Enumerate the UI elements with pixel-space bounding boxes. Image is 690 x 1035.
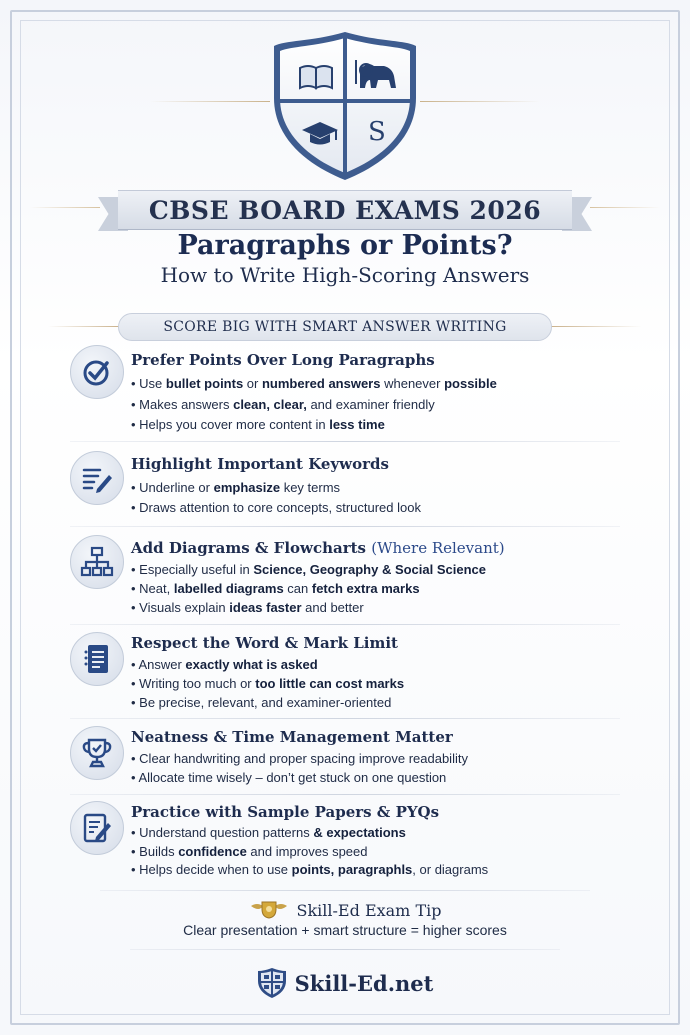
tagline-text: SCORE BIG WITH SMART ANSWER WRITING xyxy=(163,319,507,335)
section-5-bullet-1: • Clear handwriting and proper spacing improve readability xyxy=(131,751,468,766)
section-6-bullet-2: • Builds confidence and improves speed xyxy=(131,844,368,859)
section-title-5: Neatness & Time Management Matter xyxy=(131,728,453,746)
section-3-bullet-3: • Visuals explain ideas faster and better xyxy=(131,600,364,615)
section-divider xyxy=(100,890,590,891)
section-4-bullet-2: • Writing too much or too little can cost marks xyxy=(131,676,405,691)
section-divider xyxy=(70,718,620,719)
tip-divider xyxy=(130,949,560,950)
section-2-bullet-2: • Draws attention to core concepts, structured look xyxy=(131,500,421,515)
crest-right-line xyxy=(420,101,540,102)
emphasis-text: possible xyxy=(444,376,497,391)
tip-title: Skill-Ed Exam Tip xyxy=(296,900,442,920)
document-list-icon xyxy=(80,642,114,676)
emphasis-text: too little can cost marks xyxy=(255,676,405,691)
tip-text: Clear presentation + smart structure = higher scores xyxy=(183,922,507,938)
banner-left-line xyxy=(30,207,100,208)
section-3-bullet-2: • Neat, labelled diagrams can fetch extra marks xyxy=(131,581,420,596)
tagline-pill xyxy=(118,313,552,341)
section-divider xyxy=(70,526,620,527)
book-icon xyxy=(300,66,332,88)
section-title-1: Prefer Points Over Long Paragraphs xyxy=(131,351,435,369)
section-divider xyxy=(70,624,620,625)
flowchart-icon xyxy=(80,545,114,579)
section-5-bullet-2: • Allocate time wisely – don’t get stuck on one question xyxy=(131,770,447,785)
emphasis-text: labelled diagrams xyxy=(173,581,284,596)
section-title-3-main: Add Diagrams & Flowcharts xyxy=(131,539,366,557)
section-1-bullet-1: • Use bullet points or numbered answers whenever possible xyxy=(131,376,497,391)
emphasis-text: ideas faster xyxy=(229,600,302,615)
title-banner xyxy=(118,190,572,230)
section-1-bullet-2: • Makes answers clean, clear, and examiner friendly xyxy=(131,397,435,412)
footer-brand xyxy=(0,967,690,999)
emphasis-text: clean, clear, xyxy=(233,397,307,412)
tagline-left-line xyxy=(48,326,120,327)
section-icon-6 xyxy=(70,801,124,855)
banner-text: CBSE BOARD EXAMS 2026 xyxy=(148,195,542,225)
trophy-icon xyxy=(80,736,114,770)
list-pen-icon xyxy=(80,461,114,495)
section-title-3-sub: (Where Relevant) xyxy=(371,539,505,557)
page-title: Paragraphs or Points? xyxy=(177,230,513,261)
emphasis-text: points, paragraphls xyxy=(291,862,413,877)
section-icon-2 xyxy=(70,451,124,505)
section-icon-3 xyxy=(70,535,124,589)
section-icon-4 xyxy=(70,632,124,686)
paper-pen-icon xyxy=(80,811,114,845)
emphasis-text: confidence xyxy=(178,844,247,859)
section-title-6: Practice with Sample Papers & PYQs xyxy=(131,803,440,821)
section-6-bullet-1: • Understand question patterns & expectations xyxy=(131,825,406,840)
emphasis-text: fetch extra marks xyxy=(311,581,420,596)
crest-left-line xyxy=(150,101,270,102)
check-edit-icon xyxy=(80,355,114,389)
tagline-right-line xyxy=(550,326,642,327)
laurel-badge-icon xyxy=(249,900,289,920)
skill-ed-logo-icon xyxy=(257,967,287,999)
section-4-bullet-3: • Be precise, relevant, and examiner-oriented xyxy=(131,695,392,710)
emphasis-text: Science, Geography & Social Science xyxy=(253,562,486,577)
section-4-bullet-1: • Answer exactly what is asked xyxy=(131,657,318,672)
section-title-4: Respect the Word & Mark Limit xyxy=(131,634,398,652)
tip-heading xyxy=(0,900,690,920)
section-divider xyxy=(70,441,620,442)
shield-icon xyxy=(270,28,420,183)
section-icon-1 xyxy=(70,345,124,399)
shield-crest xyxy=(270,28,420,183)
page-subtitle: How to Write High-Scoring Answers xyxy=(160,263,530,287)
section-3-bullet-1: • Especially useful in Science, Geography & Social Science xyxy=(131,562,486,577)
emphasis-text: numbered answers xyxy=(261,376,381,391)
emphasis-text: exactly what is asked xyxy=(185,657,318,672)
section-1-bullet-3: • Helps you cover more content in less time xyxy=(131,417,385,432)
crest-letter: S xyxy=(368,117,386,147)
banner-right-line xyxy=(590,207,660,208)
section-title-3 xyxy=(131,539,505,557)
section-icon-5 xyxy=(70,726,124,780)
emphasis-text: & expectations xyxy=(313,825,406,840)
section-6-bullet-3: • Helps decide when to use points, paragraphls, or diagrams xyxy=(131,862,489,877)
emphasis-text: emphasize xyxy=(213,480,281,495)
section-divider xyxy=(70,794,620,795)
footer-brand-text: Skill-Ed.net xyxy=(294,970,434,996)
emphasis-text: less time xyxy=(329,417,385,432)
section-title-2: Highlight Important Keywords xyxy=(131,455,389,473)
emphasis-text: bullet points xyxy=(165,376,244,391)
section-2-bullet-1: • Underline or emphasize key terms xyxy=(131,480,341,495)
